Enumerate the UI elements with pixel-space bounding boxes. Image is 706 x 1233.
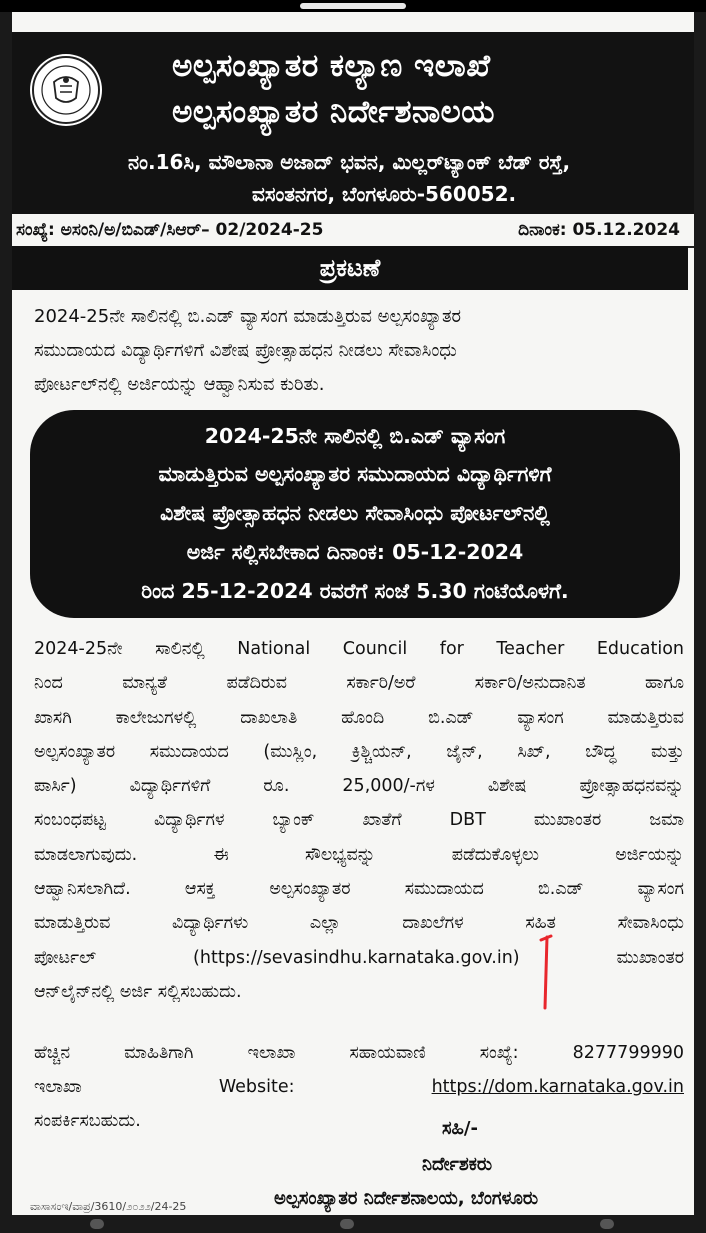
contact-text: ಸಂಪರ್ಕಿಸಬಹುದು. — [34, 1111, 141, 1131]
notice-title: ಪ್ರಕಟಣೆ — [319, 254, 381, 282]
body-line: ನಿಂದ ಮಾನ್ಯತೆ ಪಡೆದಿರುವ ಸರ್ಕಾರಿ/ಅರೆ ಸರ್ಕಾರಿ/ಅನುದಾನಿತ ಹಾಗೂ — [34, 673, 684, 694]
status-bar — [0, 0, 706, 12]
body-line: ಆಹ್ವಾನಿಸಲಾಗಿದೆ. ಆಸಕ್ತ ಅಲ್ಪಸಂಖ್ಯಾತರ ಸಮುದಾಯದ ಬಿ.ಎಡ್ ವ್ಯಾಸಂಗ — [34, 879, 684, 900]
signature-sd: ಸಹಿ/- — [442, 1118, 478, 1139]
bottom-bar-dot — [340, 1219, 354, 1229]
body-line: ಮಾಡುತ್ತಿರುವ ವಿದ್ಯಾರ್ಥಿಗಳು ಎಲ್ಲಾ ದಾಖಲೆಗಳ ಸಹಿತ ಸೇವಾಸಿಂಧು — [34, 913, 684, 934]
deadline-highlight-box — [30, 410, 680, 618]
directorate-name: ಅಲ್ಪಸಂಖ್ಯಾತರ ನಿರ್ದೇಶನಾಲಯ — [172, 94, 495, 130]
state-emblem-icon — [30, 54, 102, 126]
body-line: ಖಾಸಗಿ ಕಾಲೇಜುಗಳಲ್ಲಿ ದಾಖಲಾತಿ ಹೊಂದಿ ಬಿ.ಎಡ್ ವ್ಯಾಸಂಗ ಮಾಡುತ್ತಿರುವ — [34, 707, 684, 728]
reference-number: ಸಂಖ್ಯೆ: ಅಸಂನಿ/ಅ/ಬಿಎಡ್/ಸಿಆರ್– 02/2024-25 — [16, 220, 324, 240]
notice-title-bar — [12, 246, 688, 290]
body-line: ಪಾರ್ಸಿ) ವಿದ್ಯಾರ್ಥಿಗಳಿಗೆ ರೂ. 25,000/-ಗಳ ವಿಶೇಷ ಪ್ರೋತ್ಸಾಹಧನವನ್ನು — [34, 776, 684, 797]
reference-date: ದಿನಾಂಕ: 05.12.2024 — [518, 220, 680, 240]
highlight-line: ವಿಶೇಷ ಪ್ರೋತ್ಸಾಹಧನ ನೀಡಲು ಸೇವಾಸಿಂಧು ಪೋರ್ಟಲ್‌ನಲ್ಲಿ — [160, 501, 550, 525]
address-line-2: ವಸಂತನಗರ, ಬೆಂಗಳೂರು-560052. — [252, 182, 517, 206]
bottom-bar — [0, 1215, 706, 1233]
subject-line: ಸಮುದಾಯದ ವಿದ್ಯಾರ್ಥಿಗಳಿಗೆ ವಿಶೇಷ ಪ್ರೋತ್ಸಾಹಧನ ನೀಡಲು ಸೇವಾಸಿಂಧು — [34, 340, 457, 361]
department-name: ಅಲ್ಪಸಂಖ್ಯಾತರ ಕಲ್ಯಾಣ ಇಲಾಖೆ — [172, 48, 491, 84]
portal-suffix: ) ಮುಖಾಂತರ — [512, 947, 684, 968]
helpline-number: ಹೆಚ್ಚಿನ ಮಾಹಿತಿಗಾಗಿ ಇಲಾಖಾ ಸಹಾಯವಾಣಿ ಸಂಖ್ಯೆ: 8277799990 — [34, 1043, 684, 1063]
highlight-line: ಅರ್ಜಿ ಸಲ್ಲಿಸಬೇಕಾದ ದಿನಾಂಕ: 05-12-2024 — [186, 540, 524, 564]
bottom-bar-dot — [90, 1219, 104, 1229]
website-label: ಇಲಾಖಾ Website: — [34, 1077, 295, 1097]
document-page — [12, 12, 694, 1215]
website-line — [34, 1070, 684, 1104]
status-bar-notch — [300, 3, 406, 9]
footer-reference-code: ವಾಸಾಸಂಇ/ವಾಪ್ರ/3610/೨೦೨೨/24-25 — [30, 1200, 187, 1213]
address-line-1: ನಂ.16ಸಿ, ಮೌಲಾನಾ ಅಜಾದ್ ಭವನ, ಮಿಲ್ಲರ್‌ಟ್ಯಾಂಕ್ ಬೆಡ್ ರಸ್ತೆ, — [128, 150, 571, 174]
signature-office: ಅಲ್ಪಸಂಖ್ಯಾತರ ನಿರ್ದೇಶನಾಲಯ, ಬೆಂಗಳೂರು — [274, 1188, 539, 1209]
portal-line — [34, 941, 684, 975]
online-line: ಆನ್‌ಲೈನ್‌ನಲ್ಲಿ ಅರ್ಜಿ ಸಲ್ಲಿಸಬಹುದು. — [34, 981, 242, 1002]
body-paragraph — [34, 632, 684, 1009]
highlight-line: 2024-25ನೇ ಸಾಲಿನಲ್ಲಿ ಬಿ.ಎಡ್ ವ್ಯಾಸಂಗ — [204, 424, 506, 448]
body-line: ಅಲ್ಪಸಂಖ್ಯಾತರ ಸಮುದಾಯದ (ಮುಸ್ಲಿಂ, ಕ್ರಿಶ್ಚಿಯನ್, ಜೈನ್, ಸಿಖ್, ಬೌದ್ಧ ಮತ್ತು — [34, 741, 684, 762]
red-annotation-mark — [539, 934, 553, 1012]
bottom-bar-dot — [600, 1219, 614, 1229]
letterhead — [12, 32, 694, 214]
subject-line: ಪೋರ್ಟಲ್‌ನಲ್ಲಿ ಅರ್ಜಿಯನ್ನು ಆಹ್ವಾನಿಸುವ ಕುರಿತು. — [34, 374, 325, 395]
body-line: ಮಾಡಲಾಗುವುದು. ಈ ಸೌಲಭ್ಯವನ್ನು ಪಡೆದುಕೊಳ್ಳಲು ಅರ್ಜಿಯನ್ನು — [34, 844, 684, 865]
body-line: ಸಂಬಂಧಪಟ್ಟ ವಿದ್ಯಾರ್ಥಿಗಳ ಬ್ಯಾಂಕ್ ಖಾತೆಗೆ DBT ಮುಖಾಂತರ ಜಮಾ — [34, 810, 684, 831]
reference-row — [12, 214, 694, 248]
subject-line: 2024-25ನೇ ಸಾಲಿನಲ್ಲಿ ಬಿ.ಎಡ್ ವ್ಯಾಸಂಗ ಮಾಡುತ್ತಿರುವ ಅಲ್ಪಸಂಖ್ಯಾತರ — [34, 306, 462, 327]
website-link[interactable]: https://dom.karnataka.gov.in — [431, 1077, 684, 1097]
subject-paragraph — [34, 300, 684, 402]
highlight-line: ಮಾಡುತ್ತಿರುವ ಅಲ್ಪಸಂಖ್ಯಾತರ ಸಮುದಾಯದ ವಿದ್ಯಾರ್ಥಿಗಳಿಗೆ — [158, 462, 552, 486]
signature-designation: ನಿರ್ದೇಶಕರು — [422, 1154, 493, 1175]
highlight-line: ರಿಂದ 25-12-2024 ರವರೆಗೆ ಸಂಜೆ 5.30 ಗಂಟೆಯೊಳಗೆ. — [141, 579, 569, 603]
sevasindhu-link[interactable]: https://sevasindhu.karnataka.gov.in — [199, 947, 513, 968]
body-line: 2024-25ನೇ ಸಾಲಿನಲ್ಲಿ National Council for Teacher Education — [34, 639, 684, 659]
helpline-block — [34, 1036, 684, 1138]
portal-prefix: ಪೋರ್ಟಲ್ ( — [34, 947, 200, 968]
